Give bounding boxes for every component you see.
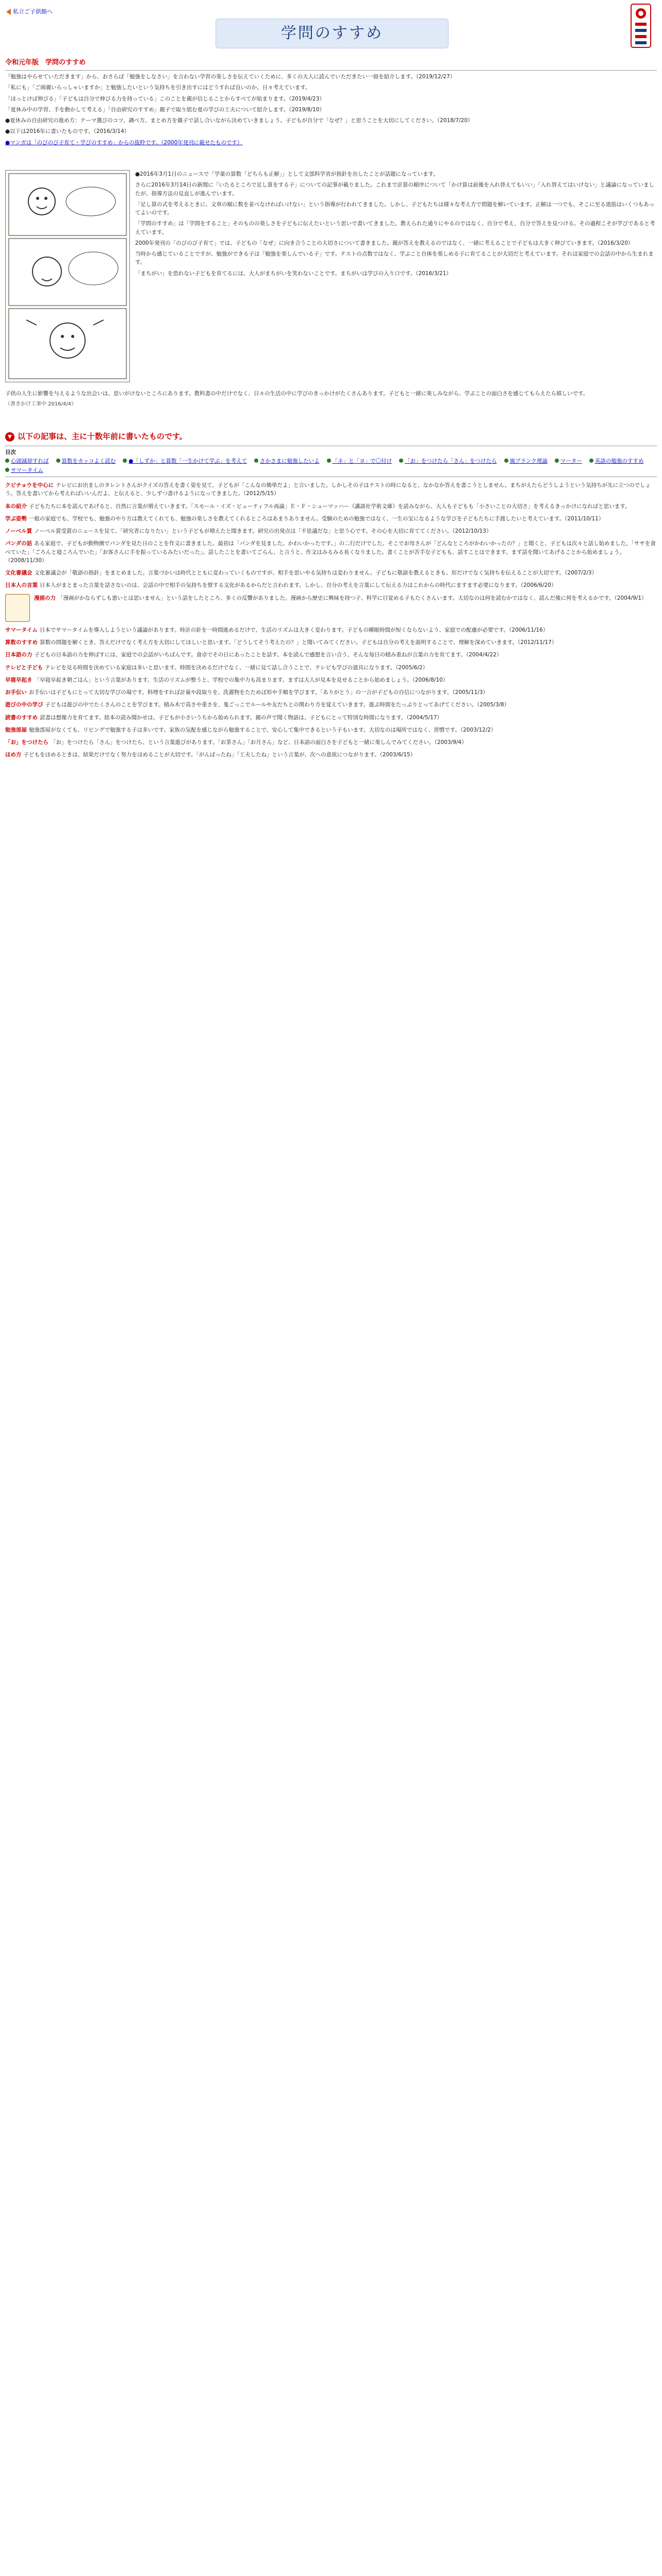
index-link-label: サマータイム xyxy=(11,467,43,473)
index-list xyxy=(5,457,657,475)
entry-title: ノーベル賞 xyxy=(5,528,32,535)
entry-text: テレビを見る時間を決めている家庭は多いと思います。時間を決めるだけでなく、一緒に見て話し合うことで、テレビも学びの道具になります。（2005/6/2） xyxy=(45,664,428,671)
entry xyxy=(5,569,657,577)
edition-signature: （書きかけ工事中 2016/4/4） xyxy=(5,401,77,408)
entry-text: 「漫画がかならずしも悪いとは思いません」という話をしたところ、多くの反響がありました。漫画から歴史に興味を持つ子、科学に目覚める子もたくさんいます。大切なのは何を読むかではなく、読んだ後に何を考えるかです。（2004/9/1） xyxy=(58,595,647,601)
header xyxy=(0,0,662,57)
index-link-label: 風プランク理論 xyxy=(509,457,548,464)
manga-illustration xyxy=(6,171,129,382)
down-arrow-icon xyxy=(5,432,14,442)
entry xyxy=(5,688,657,697)
entry-title: クビチョウを中心に xyxy=(5,482,54,489)
archive-heading: 以下の記事は、主に十数年前に書いたものです。 xyxy=(18,432,187,441)
edition-body-2: 「足し算の式を考えるときに、文章の順に数を並べなければいけない」という指導が行われてきました。しかし、子どもたちは様々な考え方で問題を解いています。正解は一つでも、そこに至る道筋はいくつもあってよいのです。 xyxy=(135,201,655,216)
edition-heading: 令和元年版 学問のすすめ xyxy=(5,59,86,66)
entry xyxy=(5,594,657,622)
pin-icon xyxy=(555,459,559,463)
entry xyxy=(5,738,657,747)
entry-title: 文化審議会 xyxy=(5,570,32,577)
back-link[interactable] xyxy=(6,7,53,16)
entry-text: 算数の問題を解くとき、答えだけでなく考え方を大切にしてほしいと思います。「どうしてそう考えたの？」と聞いてみてください。子どもは自分の考えを説明することで、理解を深めていきます。（2012/11/17） xyxy=(40,639,557,646)
entry-text: 子どもをほめるときは、結果だけでなく努力をほめることが大切です。「がんばったね」「工夫したね」という言葉が、次への意欲につながります。（2003/6/15） xyxy=(23,752,416,758)
entry xyxy=(5,676,657,684)
pin-icon xyxy=(5,459,9,463)
index-link-6[interactable] xyxy=(504,457,548,465)
pin-icon xyxy=(123,459,127,463)
entry-title: 「お」をつけたら xyxy=(5,739,48,746)
entry-text: 日本でサマータイムを導入しようという議論があります。時計の針を一時間進めるだけで、生活のリズムは大きく変わります。子どもの睡眠時間が短くならないよう、家庭での配慮が必要です。（2006/11/16） xyxy=(39,626,549,633)
index-link-label: さかさまに勉強したいよ xyxy=(260,457,320,464)
edition-body-0: ●2016年3月1日のニュースで「学童の算数「どちらも正解」」として文部科学省が指針を出したことが話題になっています。 xyxy=(135,171,439,177)
site-logo-icon xyxy=(628,2,654,49)
entry-title: 早寝早起き xyxy=(5,676,32,683)
index-link-8[interactable] xyxy=(589,457,644,465)
index-link-label: 「ネ」と「ヨ」で〇付け xyxy=(332,457,392,464)
manga-intro-link[interactable]: ●マンガは「のびのび子育て・学びのすすめ」からの抜粋です。（2000年発刊に載せたものです） xyxy=(5,139,243,146)
index-link-9[interactable] xyxy=(5,466,43,474)
entry-text: 「お」をつけたら「さん」をつけたら、という言葉遊びがあります。「お茶さん」「お月さん」など、日本語の面白さを子どもと一緒に楽しんでみてください。（2003/9/4） xyxy=(51,739,467,746)
entry-title: 本の紹介 xyxy=(5,503,27,510)
entry-text: お手伝いは子どもにとって大切な学びの場です。料理をすれば計量や段取りを、洗濯物をたためば形や手順を学びます。「ありがとう」の一言が子どもの自信につながります。（2005/11/3） xyxy=(29,689,488,696)
index-link-4[interactable] xyxy=(327,457,392,465)
edition-body-6: 「まちがい」を恐れない子どもを育てるには、大人がまちがいを笑わないことです。まちがいは学びの入り口です。（2016/3/21） xyxy=(135,270,452,277)
pin-icon xyxy=(589,459,593,463)
entry-text: テレビにお出ましのタレントさんがクイズの答えを書く姿を見て、子どもが「こんなの簡単だよ」と言いました。しかしその子はテストの時になると、なかなか答えを書こうとしません。まちがえたらどうしようという気持ちが先に立つのでしょう。答えを書いてから考えればいいんだよ、と伝えると、少しずつ書けるようになってきました。（2012/5/15） xyxy=(5,482,651,497)
entry xyxy=(5,751,657,759)
pin-icon xyxy=(56,459,60,463)
index-link-1[interactable] xyxy=(56,457,116,465)
entry xyxy=(5,481,657,498)
edition-body xyxy=(135,170,657,280)
index-link-3[interactable] xyxy=(254,457,320,465)
entry-title: お手伝い xyxy=(5,689,27,696)
entry xyxy=(5,502,657,511)
entry-text: 子どもの日本語の力を伸ばすには、家庭での会話がいちばんです。食卓でその日にあったことを話す、本を読んで感想を言い合う、そんな毎日の積み重ねが言葉の力を育てます。（2004/4/22） xyxy=(34,652,502,658)
pin-icon xyxy=(327,459,331,463)
entry-title: 日本語の力 xyxy=(5,652,32,658)
pin-icon xyxy=(504,459,508,463)
entry xyxy=(5,664,657,672)
index-link-label: マーター xyxy=(560,457,582,464)
entry xyxy=(5,638,657,647)
index-link-7[interactable] xyxy=(555,457,582,465)
edition-body-4: 2000年発刊の「のびのび子育て」では、子どもの「なぜ」に向き合うことの大切さについて書きました。親が答えを教えるのではなく、一緒に考えることで子どもは大きく伸びていきます。（2016/3/20） xyxy=(135,240,634,246)
entry-text: 一般の家庭でも、学校でも、勉強のやり方は教えてくれても、勉強の楽しさを教えてくれるところはあまりありません。受験のための勉強ではなく、一生の宝になるような学びを子どもたちに手渡したいと考えています。（2011/10/11） xyxy=(29,515,604,522)
edition-bullet-1: 「私にも」「ご両親いらっしゃいますか」と勉強したいという気持ちを引き出すにはどうすれば良いのか、日々考えています。 xyxy=(5,84,311,91)
entry-title: テレビと子ども xyxy=(5,664,43,671)
entry-text: ある家庭で、子どもが動物園でパンダを見た日のことを作文に書きました。最初は「パンダを見ました。かわいかったです。」の二行だけでした。そこでお母さんが「どんなところがかわいかったの？」と聞くと、子どもは次々と話し始めました。「ササを食べていた」「ごろんと寝ころんでいた」「お客さんに手を振っているみたいだった」。話したことを書いてごらん、と言うと、作文はみるみる長くなりました。書くことが苦手な子どもも、話すことはできます。まず話を聞いてあげることから始めましょう。（2008/11/30） xyxy=(5,540,656,564)
edition-body-5: 当時から感じていることですが、勉強ができる子は「勉強を楽しんでいる子」です。テストの点数ではなく、学ぶこと自体を楽しめる子に育てることが大切だと考えています。それは家庭での会話の中から生まれます。 xyxy=(135,251,654,266)
entry-title: 学ぶ姿勢 xyxy=(5,515,27,522)
entry xyxy=(5,701,657,709)
index-link-label: 英語の勉強のすすめ xyxy=(594,457,644,464)
back-link-label: 私立ご子供館へ xyxy=(13,8,53,15)
entry xyxy=(5,539,657,565)
entry-title: パンダの話 xyxy=(5,540,32,547)
edition-bullet-5: ●以下は2016年に書いたものです。（2016/3/14） xyxy=(5,128,130,135)
archive-heading-box xyxy=(5,431,657,443)
entry-text: 日本人がまとまった言葉を話さないのは、会話の中で相手の気持ちを察する文化があるからだと言われます。しかし、自分の考えを言葉にして伝える力はこれからの時代にますます必要になります。（2006/6/20） xyxy=(40,582,557,589)
index-link-0[interactable] xyxy=(5,457,49,465)
pin-icon xyxy=(5,468,9,472)
entry xyxy=(5,527,657,535)
entry-title: 日本人の言葉 xyxy=(5,582,38,589)
edition-closing-section xyxy=(5,389,657,411)
pin-icon xyxy=(254,459,258,463)
entry xyxy=(5,726,657,734)
edition-closing: 子供の人生に影響を与えるような出会いは、思いがけないところにあります。教科書の中だけでなく、日々の生活の中に学びのきっかけがたくさんあります。子どもと一緒に楽しみながら、学ぶことの面白さを感じてもらえたら嬉しいです。 xyxy=(5,391,589,397)
page-title: 学問のすすめ xyxy=(280,24,384,42)
entry-text: 文化審議会が「敬語の指針」をまとめました。言葉づかいは時代とともに変わっていくものですが、相手を思いやる気持ちは変わりません。子どもに敬語を教えるときも、形だけでなく気持ちを伝えることが大切です。（2007/2/3） xyxy=(34,570,598,577)
entry-text: 読書は想像力を育てます。絵本の読み聞かせは、子どもが小さいうちから始められます。親の声で聞く物語は、子どもにとって特別な時間になります。（2004/5/17） xyxy=(40,714,442,721)
entry xyxy=(5,581,657,589)
entry-title: ほめ方 xyxy=(5,752,22,758)
index-label: 目次 xyxy=(5,449,16,456)
entry xyxy=(5,714,657,722)
edition-bullet-2: 「ほっとけば伸びる」「子どもは自分で伸びる力を持っている」このことを親が信じることからすべてが始まります。（2019/4/23） xyxy=(5,95,325,102)
index-link-label: ●「しずか」と算数「一生かけて学ぶ」を考えて xyxy=(128,457,247,464)
entry xyxy=(5,651,657,659)
index-link-label: 算数をカッコよく読む xyxy=(61,457,116,464)
entry-title: 勉強部屋 xyxy=(5,726,27,733)
pin-icon xyxy=(399,459,403,463)
entry-text: 子どもは遊びの中でたくさんのことを学びます。積み木で高さや重さを、鬼ごっこでルールや友だちとの関わり方を覚えていきます。遊ぶ時間をたっぷりとってあげてください。（2005/3/8） xyxy=(45,702,510,708)
index-link-label: 心頭滅却すれば xyxy=(11,457,49,464)
entry xyxy=(5,626,657,634)
entry xyxy=(5,515,657,523)
index-link-5[interactable] xyxy=(399,457,497,465)
entry-title: サマータイム xyxy=(5,626,38,633)
archive-entries xyxy=(5,481,657,759)
archive-section xyxy=(5,428,657,759)
edition-section xyxy=(5,58,657,149)
edition-bullet-0: 「勉強はやらせていただきます」から、おさらば「勉強をしなさい」を言わない学習の楽しさを伝えていくために、多くの大人に読んでいただきたい一冊を紹介します。（2019/12/27） xyxy=(5,74,456,80)
entry-title: 算数のすすめ xyxy=(5,639,38,646)
entry-text: 子どもたちに本を読んであげると、自然に言葉が増えていきます。「スモール・イズ・ビューティフル再論」Ｅ・Ｆ・シューマッハー（講談社学術文庫）を読みながら、大人も子どもも「小さいことの大切さ」を考えるきっかけになればと思います。 xyxy=(29,503,631,510)
manga-thumbnail-icon xyxy=(5,594,30,622)
index-link-label: 「お」をつけたら「さん」をつけたら xyxy=(405,457,497,464)
index-link-2[interactable] xyxy=(123,457,247,465)
entry-title: 読書のすすめ xyxy=(5,714,38,721)
manga-figure xyxy=(5,170,130,382)
edition-body-3: 「学問のすすめ」は「学問をすること」そのものの楽しさを子どもに伝えたいという思いで書いてきました。教えられた通りにやるのではなく、自分で考え、自分で答えを見つける。その過程こそが学びであると考えています。 xyxy=(135,221,655,235)
edition-bullet-4: ●夏休みの自由研究の進め方：テーマ選びのコツ、調べ方、まとめ方を親子で話し合いながら決めていきましょう。子どもが自分で「なぜ？」と思うことを大切にしてください。（2018/7/20） xyxy=(5,117,473,124)
entry-text: 勉強部屋がなくても、リビングで勉強する子は多いです。家族の気配を感じながら勉強することで、安心して集中できるという子もいます。大切なのは場所ではなく、習慣です。（2003/12/2） xyxy=(29,726,496,733)
back-arrow-icon xyxy=(6,9,11,15)
entry-text: ノーベル賞受賞のニュースを見て、「研究者になりたい」という子どもが増えたと聞きます。研究の出発点は「不思議だな」と思う心です。その心を大切に育ててください。（2012/10/13） xyxy=(34,528,492,535)
page-title-box xyxy=(216,19,449,48)
entry-title: 遊びの中の学び xyxy=(5,702,43,708)
entry-title: 漫画の力 xyxy=(34,595,56,601)
entry-text: 「早寝早起き朝ごはん」という言葉があります。生活のリズムが整うと、学校での集中力も高まります。まずは大人が見本を見せることから始めましょう。（2006/8/10） xyxy=(34,676,449,683)
edition-bullet-3: 「夏休み中の学習、手を動かして考える」「自由研究のすすめ」親子で取り組む夏の学びの工夫について紹介します。（2019/8/10） xyxy=(5,106,325,113)
edition-body-1: さらに2016年3月14日の新聞に「いたるところで足し算をする子」についての記事が載りました。これまで計算の順序について「かけ算は前後を入れ替えてもいい」「入れ替えてはいけない」と議論になっていましたが、指導方法の見直しが進んでいます。 xyxy=(135,182,654,197)
